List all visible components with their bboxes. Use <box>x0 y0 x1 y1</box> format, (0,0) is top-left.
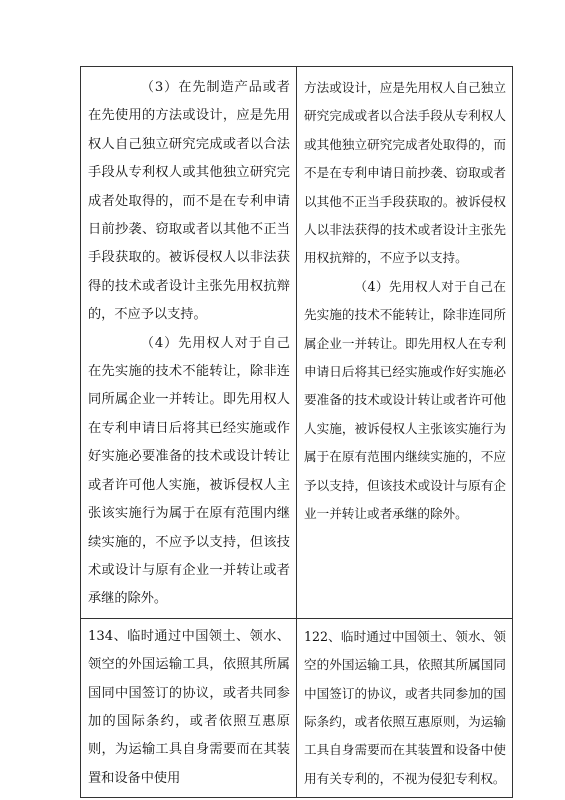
paragraph-article-122: 122、临时通过中国领土、领水、领空的外国运输工具，依照其所属国同中国签订的协议，或者共同参加的国际条约，或者依照互惠原则，为运输工具自身需要而在其装置和设备中使用有关专利的，不视为侵犯专利权。 <box>304 628 506 786</box>
table-cell-right <box>297 618 513 797</box>
table-row <box>81 67 513 619</box>
comparison-table <box>80 66 513 798</box>
paragraph-prior-use-transfer: （4）先用权人对于自己在先实施的技术不能转让，除非连同所属企业一并转让。即先用权人在专利申请日后将其已经实施或作好实施必要准备的技术或设计转让或者许可他人实施，被诉侵权人主张该实施行为属于在原有范围内继续实施的，不应予以支持，但该技术或设计与原有企业一并转让或者承继的除外。 <box>88 335 290 607</box>
table-row <box>81 618 513 797</box>
table-cell-left <box>81 67 297 619</box>
table-cell-left <box>81 618 297 797</box>
paragraph-prior-use-source-continued: 方法或设计，应是先用权人自己独立研究完成或者以合法手段从专利权人或其他独立研究完成者处取得的，而不是在专利申请日前抄袭、窃取或者以其他不正当手段获取的。被诉侵权人以非法获得的技术或者设计主张先用权抗辩的，不应予以支持。 <box>304 80 506 266</box>
paragraph-prior-use-transfer: （4）先用权人对于自己在先实施的技术不能转让，除非连同所属企业一并转让。即先用权人在专利申请日后将其已经实施或作好实施必要准备的技术或设计转让或者许可他人实施，被诉侵权人主张该实施行为属于在原有范围内继续实施的，不应予以支持，但该技术或设计与原有企业一并转让或者承继的除外。 <box>304 278 506 522</box>
paragraph-article-134: 134、临时通过中国领土、领水、领空的外国运输工具，依照其所属国同中国签订的协议，或者共同参加的国际条约，或者依照互惠原则，为运输工具自身需要而在其装置和设备中使用 <box>88 628 290 786</box>
paragraph-prior-use-source: （3）在先制造产品或者在先使用的方法或设计，应是先用权人自己独立研究完成或者以合法手段从专利权人或其他独立研究完成者处取得的，而不是在专利申请日前抄袭、窃取或者以其他不正当手段获取的。被诉侵权人以非法获得的技术或者设计主张先用权抗辩的，不应予以支持。 <box>88 80 290 323</box>
table-cell-right <box>297 67 513 619</box>
